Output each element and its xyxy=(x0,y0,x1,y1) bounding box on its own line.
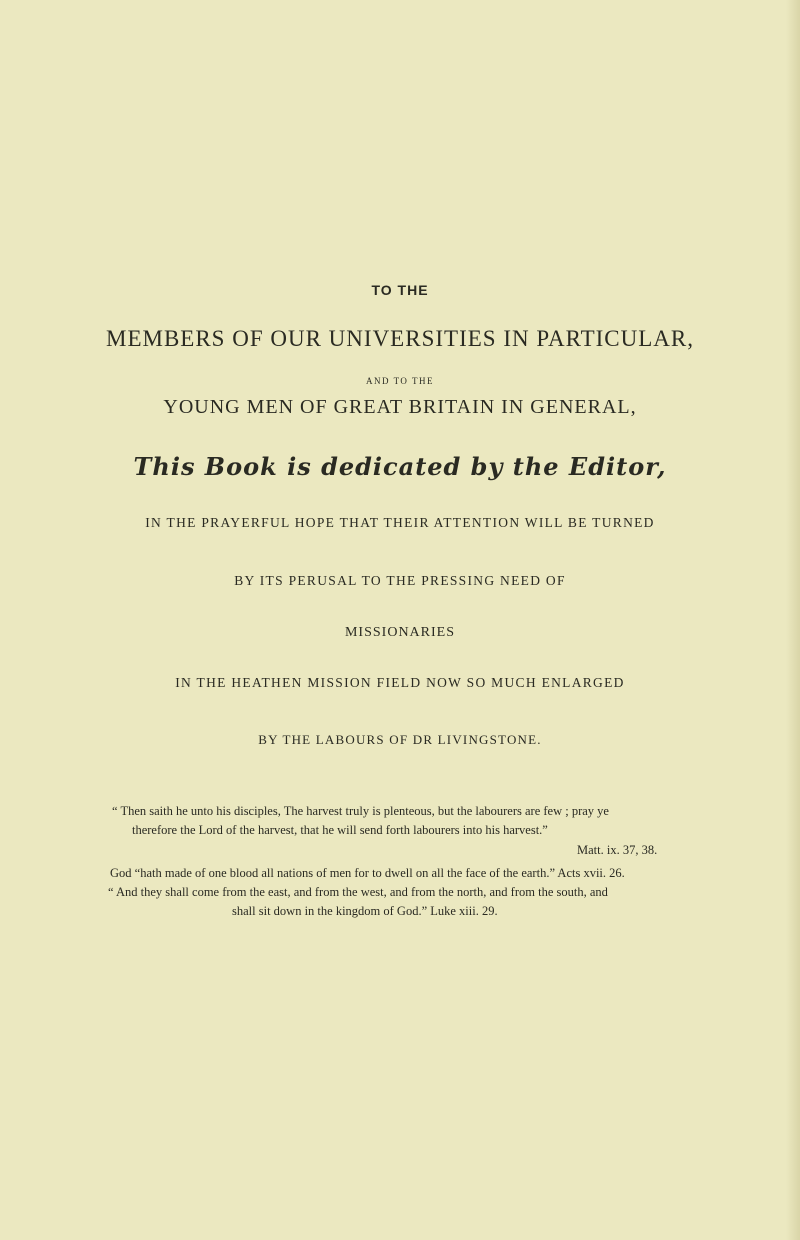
hope-line-3: IN THE HEATHEN MISSION FIELD NOW SO MUCH ENLARGED xyxy=(175,675,625,690)
quote-matthew-line-1: “ Then saith he unto his disciples, The harvest truly is plenteous, but the labourers are few ; pray ye xyxy=(112,804,609,818)
dedication-and-to-the: AND TO THE xyxy=(365,376,434,386)
dedication-blackletter-line: This Book is dedicated by the Editor, xyxy=(133,452,667,481)
quote-luke-line-1: “ And they shall come from the east, and from the west, and from the north, and from the south, and xyxy=(108,885,608,899)
missionaries-heading: MISSIONARIES xyxy=(344,625,455,640)
quote-matthew-ref: Matt. ix. 37, 38. xyxy=(577,843,658,857)
hope-line-1: IN THE PRAYERFUL HOPE THAT THEIR ATTENTION WILL BE TURNED xyxy=(145,515,655,530)
dedication-to-the: TO THE xyxy=(371,282,429,298)
hope-line-4: BY THE LABOURS OF DR LIVINGSTONE. xyxy=(258,732,542,747)
dedication-members: MEMBERS OF OUR UNIVERSITIES IN PARTICULAR, xyxy=(106,326,694,351)
hope-line-2: BY ITS PERUSAL TO THE PRESSING NEED OF xyxy=(234,573,566,588)
dedication-young-men: YOUNG MEN OF GREAT BRITAIN IN GENERAL, xyxy=(163,396,637,418)
quote-matthew-line-2: therefore the Lord of the harvest, that he will send forth labourers into his harvest.” xyxy=(132,823,548,837)
quote-luke-line-2: shall sit down in the kingdom of God.” Luke xiii. 29. xyxy=(232,904,498,918)
page-edge-shadow xyxy=(786,0,800,1240)
quote-acts: God “hath made of one blood all nations of men for to dwell on all the face of the earth.” Acts xvii. 26. xyxy=(110,866,625,880)
